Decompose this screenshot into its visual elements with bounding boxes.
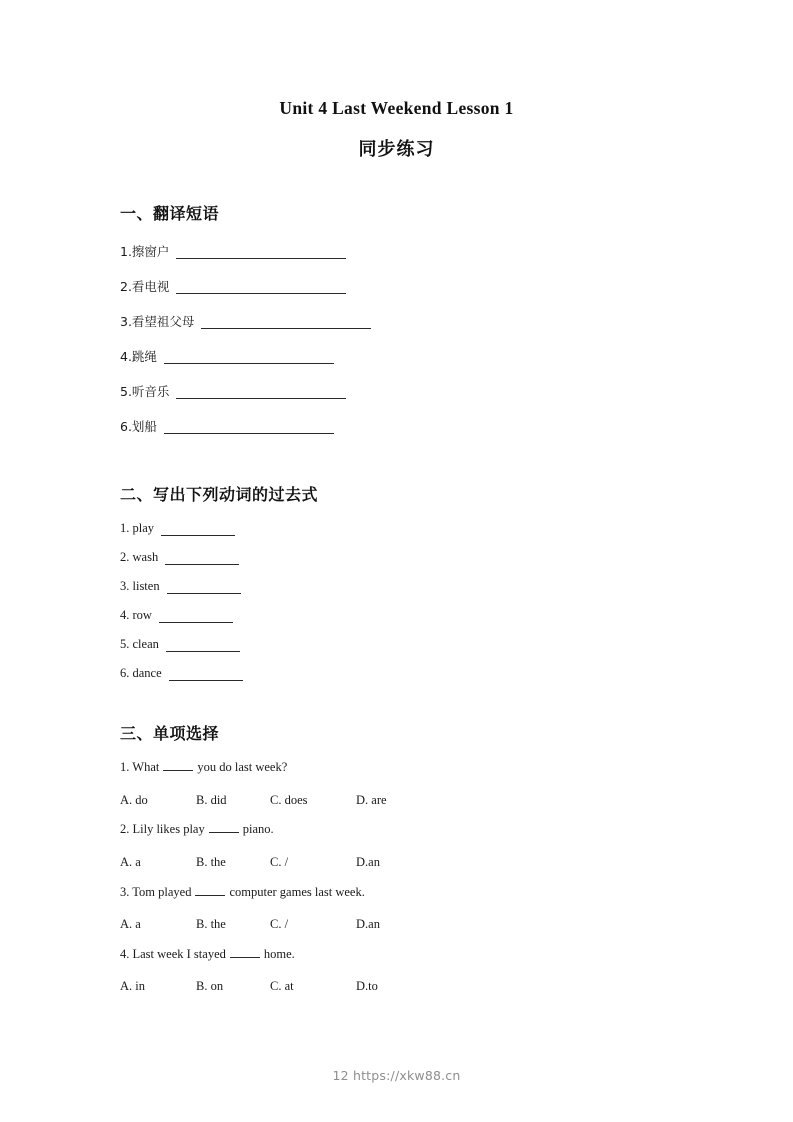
answer-blank[interactable] bbox=[165, 553, 239, 565]
option-a[interactable]: A. do bbox=[120, 792, 148, 807]
item-label: 4.跳绳 bbox=[120, 349, 157, 364]
item-label: 3. listen bbox=[120, 579, 160, 593]
list-item bbox=[120, 666, 673, 681]
section3-question-list bbox=[120, 744, 673, 995]
option-a[interactable]: A. a bbox=[120, 854, 141, 869]
answer-blank[interactable] bbox=[166, 640, 240, 652]
item-label: 5.听音乐 bbox=[120, 384, 170, 399]
list-item bbox=[120, 314, 673, 329]
option-d[interactable]: D.to bbox=[356, 979, 378, 994]
list-item bbox=[120, 521, 673, 536]
option-b[interactable]: B. on bbox=[196, 979, 224, 994]
question-stem-before: 3. Tom played bbox=[120, 884, 192, 899]
option-row bbox=[120, 855, 673, 871]
answer-blank[interactable] bbox=[176, 282, 346, 294]
section1-item-list bbox=[120, 224, 673, 434]
option-a[interactable]: A. a bbox=[120, 917, 141, 932]
option-d[interactable]: D. are bbox=[356, 792, 387, 807]
answer-blank[interactable] bbox=[176, 247, 346, 259]
page-subtitle: 同步练习 bbox=[358, 139, 435, 160]
option-row bbox=[120, 917, 673, 933]
answer-blank[interactable] bbox=[195, 885, 225, 896]
question-stem bbox=[120, 760, 673, 776]
list-item bbox=[120, 279, 673, 294]
option-c[interactable]: C. at bbox=[270, 979, 294, 994]
option-c[interactable]: C. / bbox=[270, 854, 289, 869]
question-block bbox=[120, 760, 673, 808]
answer-blank[interactable] bbox=[230, 947, 260, 958]
answer-blank[interactable] bbox=[209, 822, 239, 833]
item-label: 4. row bbox=[120, 608, 152, 622]
question-stem-after: home. bbox=[263, 946, 295, 961]
option-row bbox=[120, 793, 673, 809]
option-d[interactable]: D.an bbox=[356, 854, 380, 869]
question-stem bbox=[120, 947, 673, 963]
item-label: 6.划船 bbox=[120, 419, 157, 434]
item-label: 2. wash bbox=[120, 550, 159, 564]
option-row bbox=[120, 979, 673, 995]
list-item bbox=[120, 579, 673, 594]
question-stem-before: 4. Last week I stayed bbox=[120, 946, 226, 961]
answer-blank[interactable] bbox=[159, 611, 233, 623]
answer-blank[interactable] bbox=[163, 760, 193, 771]
page-title: Unit 4 Last Weekend Lesson 1 bbox=[279, 98, 514, 118]
option-b[interactable]: B. the bbox=[196, 917, 226, 932]
list-item bbox=[120, 608, 673, 623]
question-stem-after: piano. bbox=[242, 822, 274, 837]
list-item bbox=[120, 349, 673, 364]
question-stem-after: you do last week? bbox=[197, 760, 288, 774]
question-stem bbox=[120, 885, 673, 901]
option-d[interactable]: D.an bbox=[356, 917, 380, 932]
question-stem bbox=[120, 822, 673, 838]
list-item bbox=[120, 244, 673, 259]
answer-blank[interactable] bbox=[161, 524, 235, 536]
answer-blank[interactable] bbox=[201, 317, 371, 329]
section-heading-translate-phrases: 一、翻译短语 bbox=[120, 204, 220, 223]
option-c[interactable]: C. does bbox=[270, 792, 308, 807]
question-stem-before: 2. Lily likes play bbox=[120, 822, 205, 837]
item-label: 6. dance bbox=[120, 666, 162, 680]
answer-blank[interactable] bbox=[164, 422, 334, 434]
answer-blank[interactable] bbox=[164, 352, 334, 364]
option-b[interactable]: B. did bbox=[196, 792, 227, 807]
item-label: 2.看电视 bbox=[120, 279, 170, 294]
question-block bbox=[120, 947, 673, 995]
list-item bbox=[120, 419, 673, 434]
question-block bbox=[120, 822, 673, 870]
item-label: 1. play bbox=[120, 521, 155, 535]
answer-blank[interactable] bbox=[169, 669, 243, 681]
option-b[interactable]: B. the bbox=[196, 854, 226, 869]
answer-blank[interactable] bbox=[167, 582, 241, 594]
footer-watermark: 12 https://xkw88.cn bbox=[332, 1068, 461, 1083]
list-item bbox=[120, 384, 673, 399]
question-stem-after: computer games last week. bbox=[229, 884, 365, 899]
item-label: 3.看望祖父母 bbox=[120, 314, 195, 329]
list-item bbox=[120, 637, 673, 652]
question-block bbox=[120, 885, 673, 933]
section2-item-list bbox=[120, 505, 673, 681]
list-item bbox=[120, 550, 673, 565]
option-c[interactable]: C. / bbox=[270, 917, 289, 932]
item-label: 5. clean bbox=[120, 637, 159, 651]
item-label: 1.擦窗户 bbox=[120, 244, 170, 259]
option-a[interactable]: A. in bbox=[120, 979, 145, 994]
section-heading-multiple-choice: 三、单项选择 bbox=[120, 724, 220, 743]
question-stem-before: 1. What bbox=[120, 760, 160, 774]
answer-blank[interactable] bbox=[176, 387, 346, 399]
section-heading-past-tense: 二、写出下列动词的过去式 bbox=[120, 485, 319, 504]
